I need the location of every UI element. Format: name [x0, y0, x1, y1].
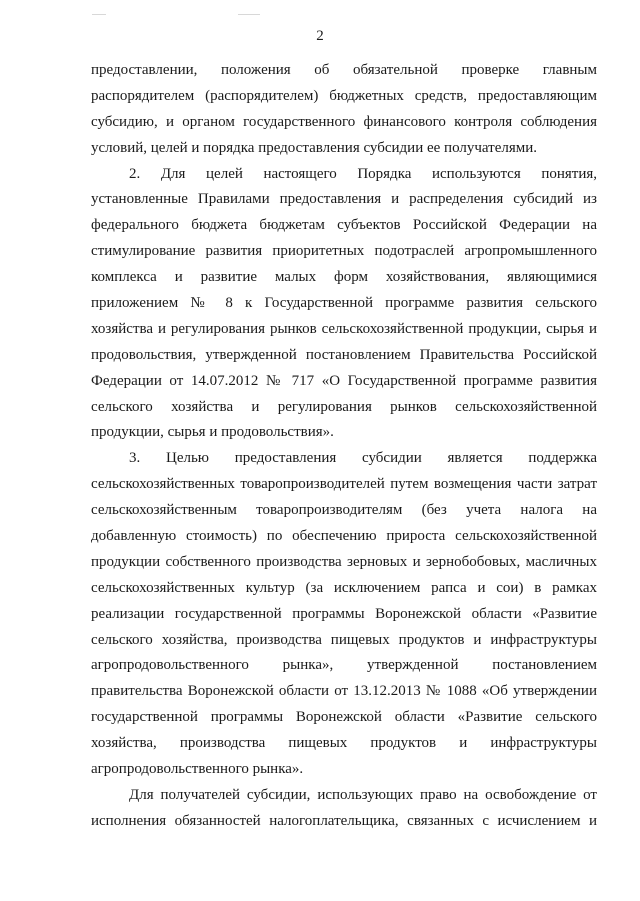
text-line: исполнения обязанностей налогоплательщика, связанных с исчислением и [91, 812, 597, 829]
text-line: условий, целей и порядка предоставления субсидии ее получателями. [91, 139, 538, 156]
document-body [91, 58, 597, 835]
scan-artifact [238, 14, 260, 15]
text-line: правительства Воронежской области от 13.12.2013 № 1088 «Об утверждении [91, 683, 597, 700]
text-line: агропродовольственного рынка», утвержденной постановлением [91, 657, 597, 674]
text-line: предоставлении, положения об обязательной проверке главным [91, 62, 597, 78]
text-line: агропродовольственного рынка». [91, 761, 304, 778]
text-line: сельскохозяйственных товаропроизводителей путем возмещения части затрат [91, 476, 597, 493]
text-line: государственной программы Воронежской области «Развитие сельского [91, 709, 597, 726]
text-line: сельскохозяйственным товаропроизводителям (без учета налога на [91, 502, 597, 519]
text-line: продовольствия, утвержденной постановлением Правительства Российской [91, 346, 597, 363]
paragraph-2-first-line: 2. Для целей настоящего Порядка используются понятия, [129, 165, 597, 182]
text-line: распорядителем (распорядителем) бюджетных средств, предоставляющим [91, 87, 597, 104]
text-line: хозяйства и регулирования рынков сельскохозяйственной продукции, сырья и [91, 320, 597, 337]
text-line: продукции собственного производства зерновых и зернобобовых, масличных [91, 553, 597, 570]
paragraph-3-first-line: 3. Целью предоставления субсидии является поддержка [129, 450, 597, 467]
text-line: стимулирование развития приоритетных подотраслей агропромышленного [91, 243, 597, 260]
text-line: сельского хозяйства и регулирования рынков сельскохозяйственной [91, 398, 597, 415]
paragraph-4-first-line: Для получателей субсидии, использующих право на освобождение от [129, 786, 597, 803]
text-line: федерального бюджета бюджетам субъектов Российской Федерации на [91, 217, 597, 234]
scan-artifact [92, 14, 106, 15]
text-line: субсидию, и органом государственного финансового контроля соблюдения [91, 113, 597, 130]
text-line: хозяйства, производства пищевых продуктов и инфраструктуры [91, 735, 597, 752]
text-line: сельского хозяйства, производства пищевых продуктов и инфраструктуры [91, 631, 597, 648]
text-line: реализации государственной программы Воронежской области «Развитие [91, 605, 597, 622]
text-line: установленные Правилами предоставления и распределения субсидий из [91, 191, 597, 208]
text-line: добавленную стоимость) по обеспечению прироста сельскохозяйственной [91, 528, 597, 545]
text-line: Федерации от 14.07.2012 № 717 «О Государственной программе развития [91, 372, 597, 389]
text-line: сельскохозяйственных культур (за исключением рапса и сои) в рамках [91, 579, 597, 596]
page-number: 2 [316, 28, 324, 44]
text-line: продукции, сырья и продовольствия». [91, 424, 334, 441]
text-line: комплекса и развитие малых форм хозяйствования, являющимися [91, 269, 597, 286]
text-line: приложением № 8 к Государственной программе развития сельского [91, 295, 597, 312]
